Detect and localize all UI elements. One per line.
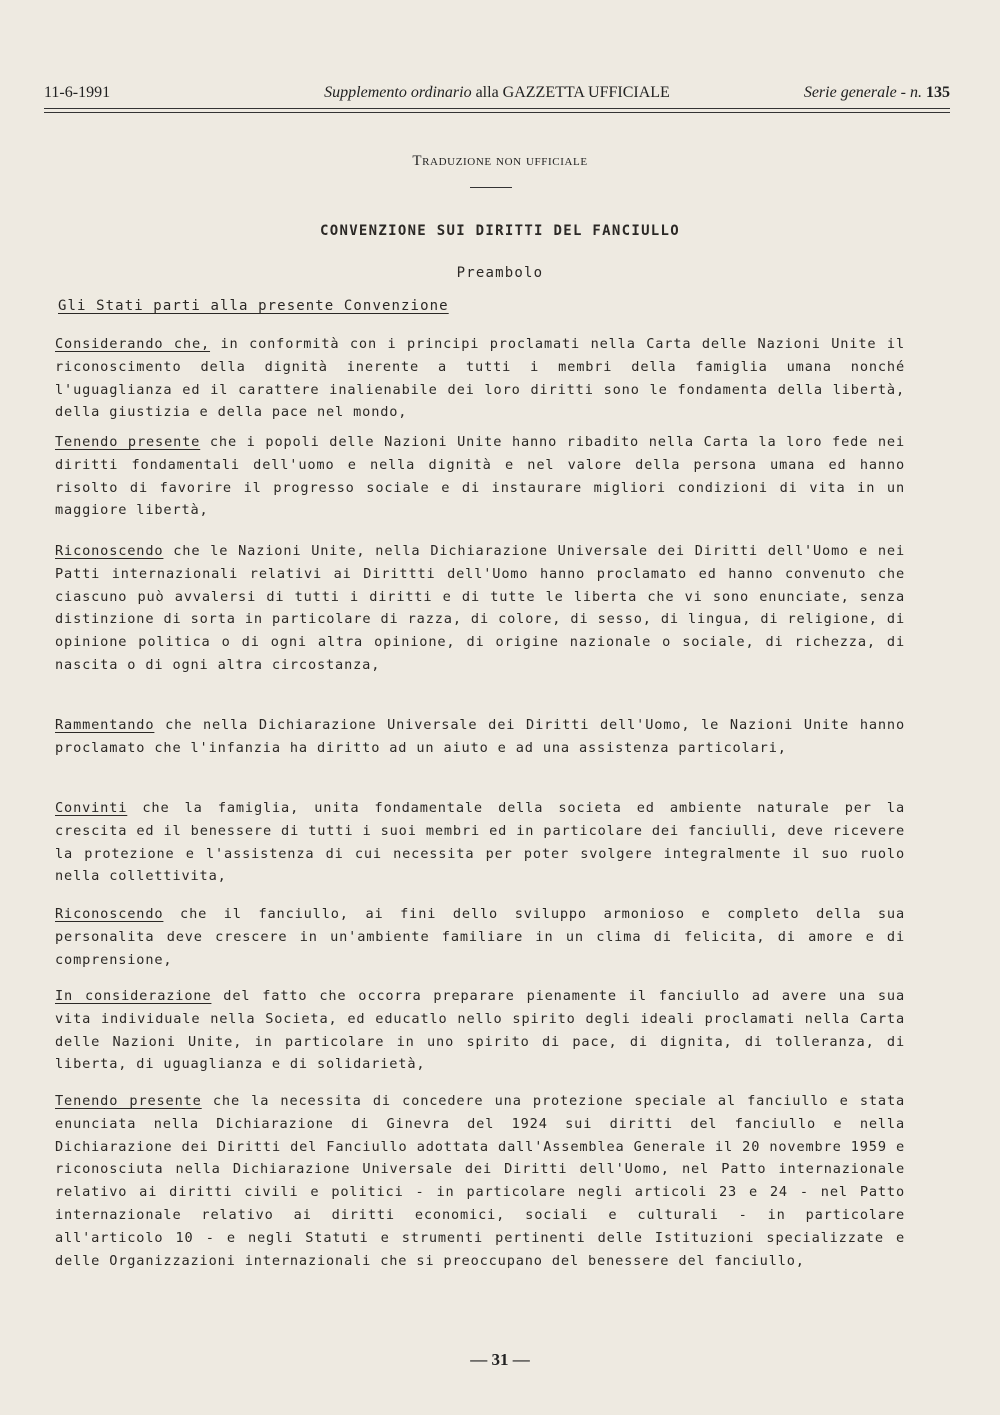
opening-line: Gli Stati parti alla presente Convenzione	[58, 298, 449, 314]
preamble-paragraph	[55, 903, 905, 971]
header-publication-italic: Supplemento ordinario	[324, 84, 472, 101]
paragraph-lead: Convinti	[55, 800, 128, 816]
paragraph-text: che la famiglia, unita fondamentale della societa ed ambiente naturale per la crescita ed il benessere di tutti i suoi membri ed in particolare dei fanciulli, deve ricevere la protezione e l'assistenza di cui necessita per poter svolgere integralmente il suo ruolo nella collettivita,	[55, 800, 905, 885]
translation-note: Traduzione non ufficiale	[412, 153, 588, 169]
preamble-paragraph	[55, 714, 905, 760]
paragraph-text: in conformità con i principi proclamati nella Carta delle Nazioni Unite il riconoscimento della dignità inerente a tutti i membri della famiglia umana nonché l'uguaglianza ed il carattere inalienabile dei loro diritti sono le fondamenta della libertà, della giustizia e della pace nel mondo,	[55, 336, 905, 421]
paragraph-lead: Rammentando	[55, 717, 155, 733]
paragraph-text: che le Nazioni Unite, nella Dichiarazione Universale dei Diritti dell'Uomo e nei Patti internazionali relativi ai Dirittti dell'Uomo hanno proclamato ed hanno convenuto che ciascuno può avvalersi di tutti i diritti e di tutte le liberta che vi sono enunciate, senza distinzione di sorta in particolare di razza, di colore, di sesso, di lingua, di religione, di opinione politica o di ogni altra opinione, di origine nazionale o sociale, di richezza, di nascita o di ogni altra circostanza,	[55, 543, 905, 673]
header-series-label: Serie generale - n.	[803, 84, 922, 101]
paragraph-lead: Considerando che,	[55, 336, 211, 352]
preamble-paragraph	[55, 797, 905, 888]
header-series	[804, 84, 950, 102]
header-series-number: 135	[926, 84, 950, 101]
preamble-paragraph	[55, 985, 905, 1076]
header-rule-thick	[44, 108, 950, 109]
paragraph-text: che il fanciullo, ai fini dello sviluppo armonioso e completo della sua personalita deve crescere in un'ambiente familiare in un clima di felicita, di amore e di comprensione,	[55, 906, 905, 968]
header-rule-thin	[44, 112, 950, 113]
paragraph-lead: Riconoscendo	[55, 906, 164, 922]
preamble-paragraph	[55, 1090, 905, 1272]
paragraph-text: che nella Dichiarazione Universale dei Diritti dell'Uomo, le Nazioni Unite hanno proclamato che l'infanzia ha diritto ad un aiuto e ad una assistenza particolari,	[55, 717, 905, 756]
header-publication-name: alla GAZZETTA UFFICIALE	[471, 84, 670, 101]
preamble-paragraph	[55, 431, 905, 522]
preamble-paragraph	[55, 540, 905, 677]
paragraph-lead: Tenendo presente	[55, 1093, 202, 1109]
paragraph-lead: Tenendo presente	[55, 434, 201, 450]
section-heading: Preambolo	[456, 265, 544, 281]
page-number: — 31 —	[470, 1350, 530, 1369]
paragraph-text: del fatto che occorra preparare pienamente il fanciullo ad avere una sua vita individuale nella Societa, ed educatlo nello spirito degli ideali proclamati nella Carta delle Nazioni Unite, in particolare in uno spirito di pace, di dignita, di tolleranza, di liberta, di uguaglianza e di solidarietà,	[55, 988, 905, 1073]
paragraph-text: che la necessita di concedere una protezione speciale al fanciullo e stata enunciata nella Dichiarazione di Ginevra del 1924 sui diritti del fanciullo e nella Dichiarazione dei Diritti del Fanciullo adottata dall'Assemblea Generale il 20 novembre 1959 e riconosciuta nella Dichiarazione Universale dei Diritti dell'Uomo, nel Patto internazionale relativo ai diritti civili e politici - in particolare negli articoli 23 e 24 - nel Patto internazionale relativo ai diritti economici, sociali e culturali - in particolare all'articolo 10 - e negli Statuti e strumenti pertinenti delle Istituzioni specializzate e delle Organizzazioni internazionali che si preoccupano del benessere del fanciullo,	[55, 1093, 906, 1269]
convention-title: CONVENZIONE SUI DIRITTI DEL FANCIULLO	[320, 223, 680, 239]
paragraph-lead: Riconoscendo	[55, 543, 164, 559]
paragraph-lead: In considerazione	[55, 988, 212, 1004]
paragraph-text: che i popoli delle Nazioni Unite hanno ribadito nella Carta la loro fede nei diritti fondamentali dell'uomo e nella dignità e nel valore della persona umana ed hanno risolto di favorire il progresso sociale e di instaurare migliori condizioni di vita in un maggiore libertà,	[55, 434, 905, 519]
translation-divider	[470, 187, 512, 188]
header-date: 11-6-1991	[44, 84, 111, 101]
preamble-paragraph	[55, 333, 905, 424]
gazette-header	[44, 84, 950, 106]
